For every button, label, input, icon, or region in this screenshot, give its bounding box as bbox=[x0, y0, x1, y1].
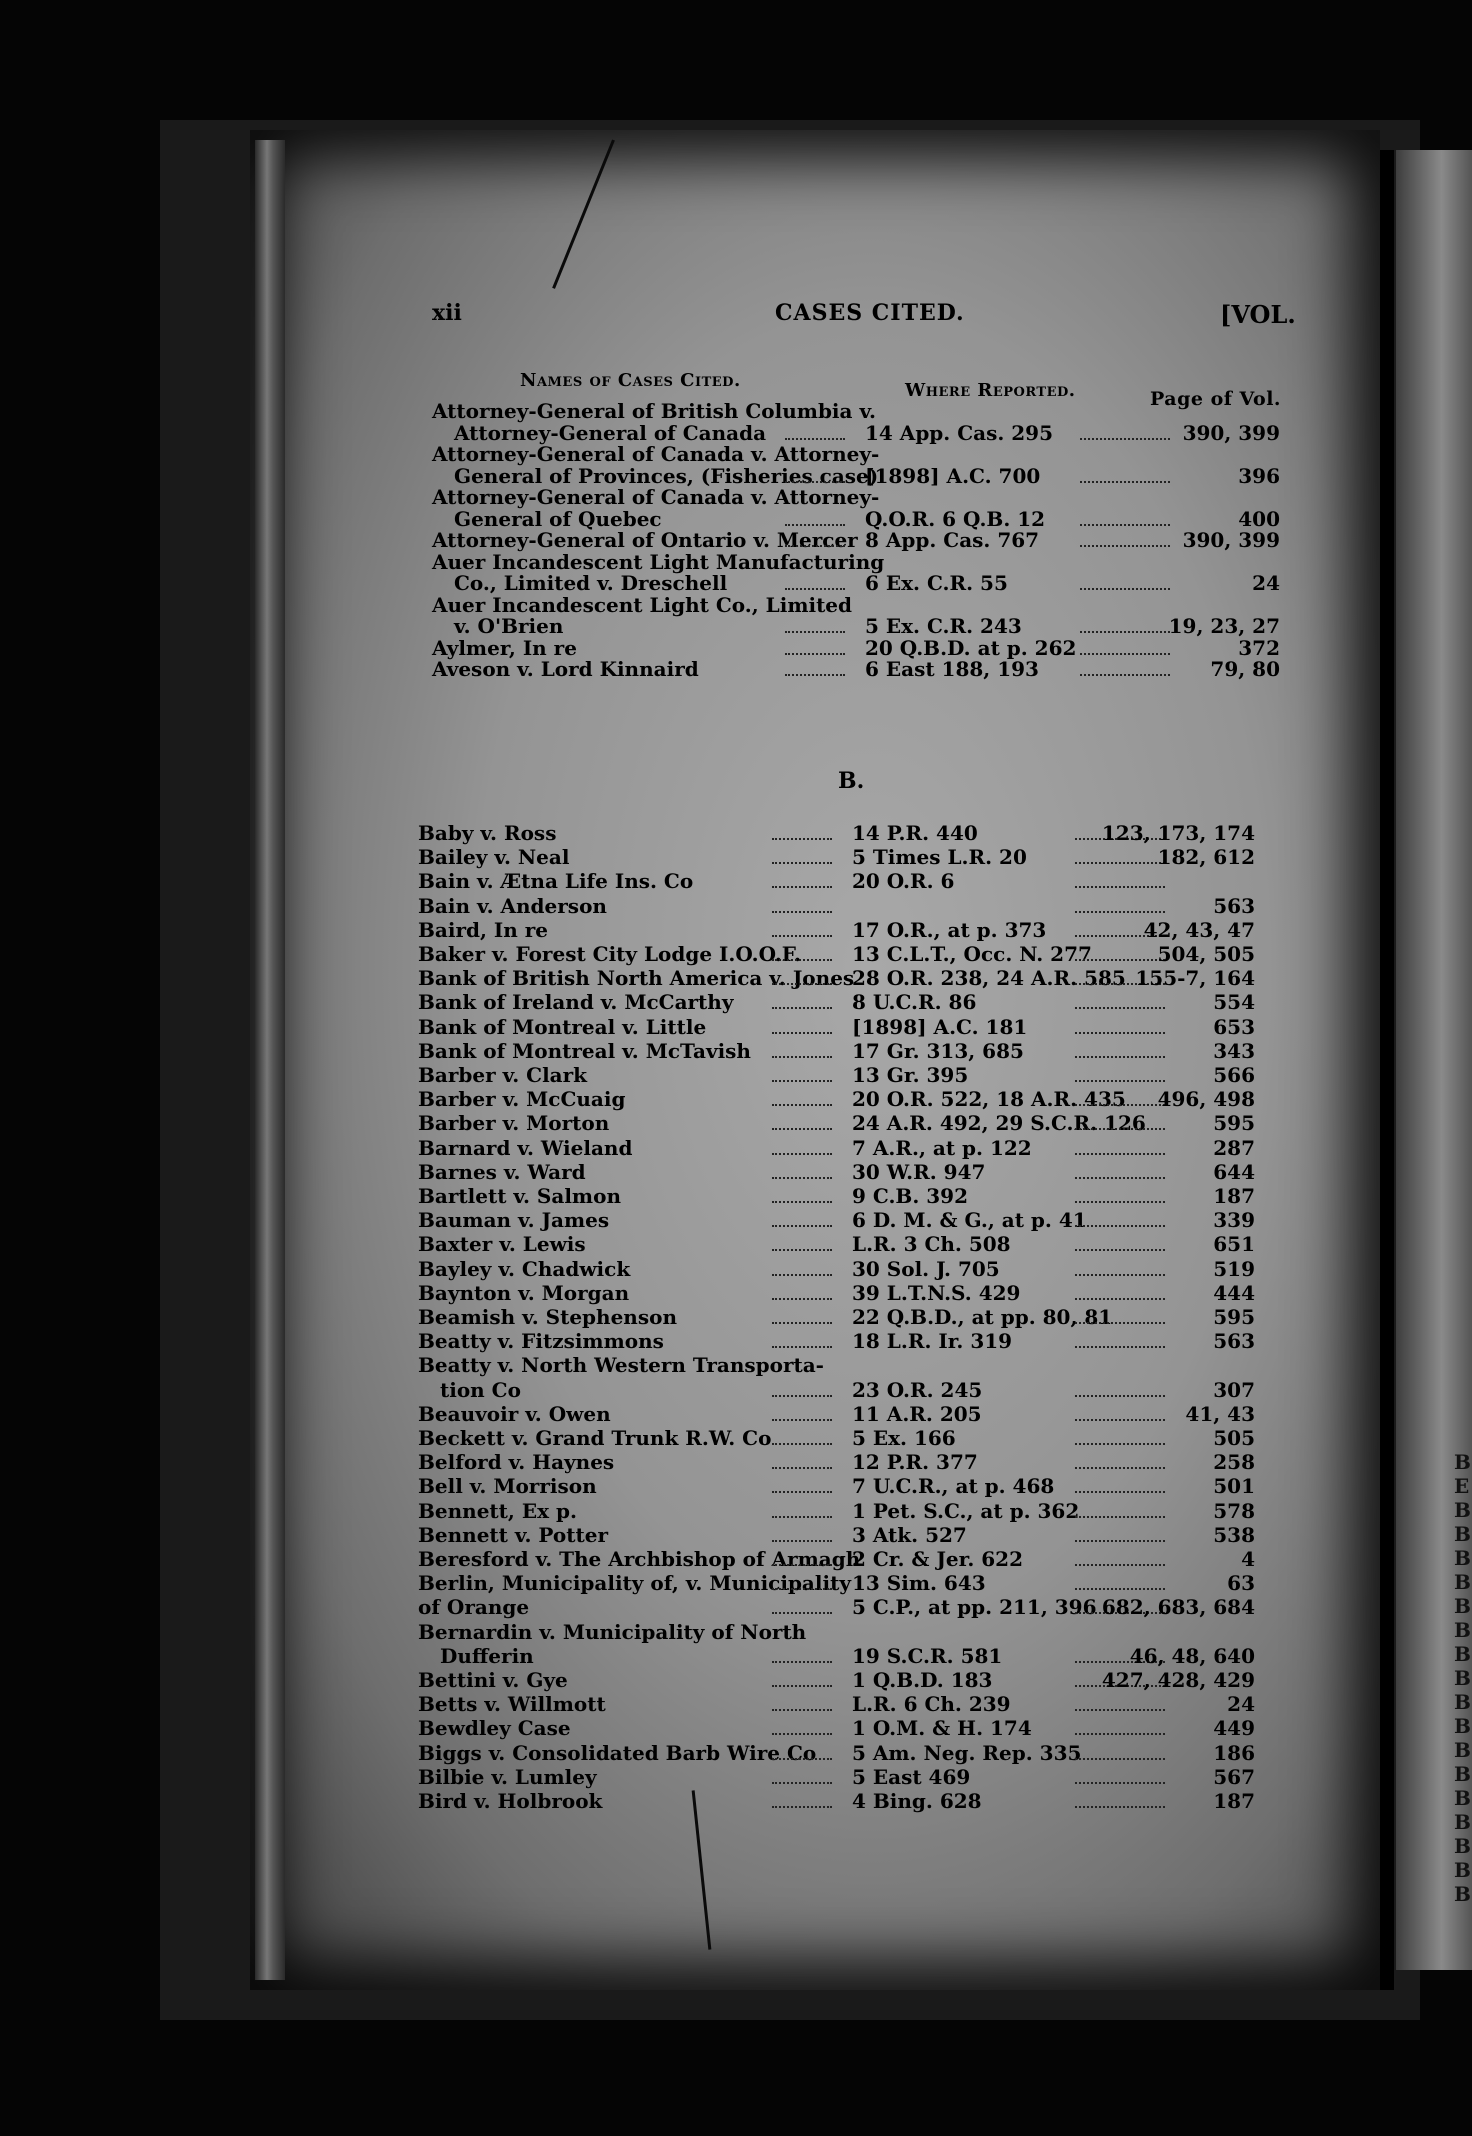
case-name: Auer Incandescent Light Manufacturing bbox=[432, 549, 885, 574]
column-header-page: Page of Vol. bbox=[1150, 388, 1282, 410]
leader-dots bbox=[772, 1282, 832, 1300]
page-numbers: 449 bbox=[1213, 1716, 1255, 1741]
leader-dots bbox=[772, 1306, 832, 1324]
case-name: Barber v. Clark bbox=[418, 1063, 588, 1087]
leader-dots bbox=[772, 1500, 832, 1518]
case-name: Co., Limited v. Dreschell bbox=[454, 571, 728, 595]
case-reference: 9 C.B. 392 bbox=[852, 1184, 968, 1208]
page-numbers: 63 bbox=[1227, 1571, 1255, 1596]
page-numbers: 187 bbox=[1213, 1184, 1255, 1208]
page-numbers: 427, 428, 429 bbox=[1101, 1668, 1255, 1692]
case-name: Barber v. McCuaig bbox=[418, 1087, 626, 1112]
leader-dots bbox=[772, 1209, 832, 1227]
page-numbers: 182, 612 bbox=[1157, 845, 1255, 870]
case-reference: 6 East 188, 193 bbox=[865, 657, 1039, 681]
case-reference: 5 Times L.R. 20 bbox=[852, 845, 1027, 870]
leader-dots bbox=[772, 1427, 832, 1445]
leader-dots bbox=[772, 967, 832, 985]
leader-dots bbox=[772, 1548, 832, 1566]
page-numbers: 554 bbox=[1213, 990, 1255, 1015]
case-name: Bailey v. Neal bbox=[418, 845, 570, 870]
case-reference: 4 Bing. 628 bbox=[852, 1789, 982, 1813]
case-name: Bettini v. Gye bbox=[418, 1668, 568, 1692]
case-name: Bank of Montreal v. Little bbox=[418, 1014, 707, 1039]
leader-dots bbox=[772, 1185, 832, 1203]
page-numbers: 187 bbox=[1213, 1789, 1255, 1813]
case-name: Barnes v. Ward bbox=[418, 1159, 586, 1184]
case-reference: 28 O.R. 238, 24 A.R. 585 bbox=[852, 966, 1126, 991]
case-reference: 18 L.R. Ir. 319 bbox=[852, 1329, 1013, 1354]
case-name: Bank of Montreal v. McTavish bbox=[418, 1038, 751, 1063]
facing-page-letter: B bbox=[1454, 1570, 1471, 1594]
case-reference: 24 A.R. 492, 29 S.C.R. 126 bbox=[852, 1111, 1146, 1136]
leader-dots bbox=[772, 943, 832, 961]
case-name: Dufferin bbox=[440, 1643, 534, 1668]
facing-page-letter: B bbox=[1454, 1666, 1471, 1690]
page-numbers: 504, 505 bbox=[1157, 942, 1255, 966]
page-numbers: 390, 399 bbox=[1182, 528, 1280, 552]
leader-dots bbox=[772, 919, 832, 937]
case-name: Beatty v. North Western Transporta- bbox=[418, 1353, 824, 1378]
case-name: Attorney-General of Ontario v. Mercer bbox=[432, 528, 858, 552]
leader-dots bbox=[772, 1088, 832, 1106]
leader-dots bbox=[772, 1742, 832, 1760]
case-name: Biggs v. Consolidated Barb Wire Co bbox=[418, 1740, 817, 1765]
case-reference: 1 Q.B.D. 183 bbox=[852, 1668, 993, 1692]
leader-dots bbox=[772, 846, 832, 864]
case-name: Bennett v. Potter bbox=[418, 1522, 608, 1547]
page-numbers: 186 bbox=[1213, 1740, 1255, 1765]
case-name: Baby v. Ross bbox=[418, 821, 557, 845]
leader-dots bbox=[772, 1233, 832, 1251]
case-reference: 5 Ex. C.R. 243 bbox=[865, 614, 1022, 638]
page-numbers: 567 bbox=[1213, 1764, 1255, 1789]
case-name: Bell v. Morrison bbox=[418, 1474, 597, 1499]
page-numbers: 19, 23, 27 bbox=[1168, 614, 1280, 638]
page-numbers: 79, 80 bbox=[1210, 657, 1280, 681]
case-name: Baxter v. Lewis bbox=[418, 1232, 586, 1257]
case-reference: 8 U.C.R. 86 bbox=[852, 990, 977, 1015]
case-name: Baird, In re bbox=[418, 917, 549, 942]
case-reference: 20 O.R. 522, 18 A.R. 435 bbox=[852, 1087, 1126, 1112]
facing-page-letter: B bbox=[1454, 1642, 1471, 1666]
case-reference: 3 Atk. 527 bbox=[852, 1522, 967, 1547]
page-numbers: 563 bbox=[1213, 893, 1255, 918]
case-name: Attorney-General of British Columbia v. bbox=[432, 399, 877, 423]
column-header-where: Where Reported. bbox=[905, 380, 1076, 401]
case-reference: 2 Cr. & Jer. 622 bbox=[852, 1547, 1024, 1571]
leader-dots bbox=[772, 1693, 832, 1711]
leader-dots bbox=[772, 1379, 832, 1397]
case-reference: 14 App. Cas. 295 bbox=[865, 420, 1054, 445]
page-numbers: 123, 173, 174 bbox=[1101, 821, 1255, 845]
leader-dots bbox=[772, 1403, 832, 1421]
case-reference: 20 O.R. 6 bbox=[852, 869, 955, 894]
case-name: Beatty v. Fitzsimmons bbox=[418, 1329, 664, 1354]
facing-page-letter: B bbox=[1454, 1714, 1471, 1738]
leader-dots bbox=[772, 1572, 832, 1590]
column-header-names: Names of Cases Cited. bbox=[520, 370, 741, 391]
page-number: xii bbox=[432, 300, 462, 326]
case-reference: L.R. 3 Ch. 508 bbox=[852, 1232, 1011, 1257]
facing-page-letter: B bbox=[1454, 1498, 1471, 1522]
leader-dots bbox=[772, 1064, 832, 1082]
leader-dots bbox=[772, 1766, 832, 1784]
leader-dots bbox=[772, 1137, 832, 1155]
facing-page-letter: B bbox=[1454, 1810, 1471, 1834]
case-reference: 1 Pet. S.C., at p. 362 bbox=[852, 1498, 1080, 1523]
page-numbers: 4 bbox=[1241, 1547, 1255, 1571]
page-numbers: 343 bbox=[1213, 1038, 1255, 1063]
case-name: Attorney-General of Canada bbox=[454, 420, 767, 445]
case-name: Bewdley Case bbox=[418, 1716, 571, 1741]
case-reference: 1 O.M. & H. 174 bbox=[852, 1716, 1032, 1741]
case-reference: 13 Sim. 643 bbox=[852, 1571, 986, 1596]
facing-page-letter: B bbox=[1454, 1594, 1471, 1618]
case-reference: 30 Sol. J. 705 bbox=[852, 1256, 1000, 1281]
page-numbers: 390, 399 bbox=[1182, 420, 1280, 445]
case-name: Baynton v. Morgan bbox=[418, 1280, 630, 1305]
facing-page-letter: B bbox=[1454, 1618, 1471, 1642]
facing-page-letter: B bbox=[1454, 1738, 1471, 1762]
case-name: Bilbie v. Lumley bbox=[418, 1764, 597, 1789]
page-numbers: 372 bbox=[1238, 635, 1280, 660]
page-numbers: 595 bbox=[1213, 1305, 1255, 1329]
case-name: Bird v. Holbrook bbox=[418, 1789, 603, 1813]
page-numbers: 24 bbox=[1227, 1692, 1255, 1717]
leader-dots bbox=[772, 1524, 832, 1542]
leader-dots bbox=[772, 1258, 832, 1276]
case-reference: 39 L.T.N.S. 429 bbox=[852, 1280, 1021, 1305]
case-reference: 6 D. M. & G., at p. 41 bbox=[852, 1208, 1087, 1233]
case-name: of Orange bbox=[418, 1595, 530, 1620]
leader-dots bbox=[772, 1016, 832, 1034]
facing-page-letter: E bbox=[1454, 1474, 1470, 1498]
case-reference: 5 Am. Neg. Rep. 335 bbox=[852, 1740, 1082, 1765]
page-numbers: 41, 43 bbox=[1185, 1401, 1255, 1426]
case-name: Bauman v. James bbox=[418, 1208, 610, 1233]
case-reference: 20 Q.B.D. at p. 262 bbox=[865, 635, 1077, 660]
case-reference: 17 O.R., at p. 373 bbox=[852, 917, 1047, 942]
leader-dots bbox=[772, 1330, 832, 1348]
page-numbers: 258 bbox=[1213, 1450, 1255, 1475]
case-name: Belford v. Haynes bbox=[418, 1450, 615, 1475]
page-numbers: 46, 48, 640 bbox=[1129, 1643, 1255, 1668]
case-name: Bank of Ireland v. McCarthy bbox=[418, 990, 734, 1015]
volume-label: [VOL. bbox=[1220, 300, 1296, 329]
page-numbers: 400 bbox=[1238, 506, 1280, 531]
page-title: CASES CITED. bbox=[775, 300, 965, 326]
case-name: Bartlett v. Salmon bbox=[418, 1184, 621, 1208]
leader-dots bbox=[772, 1040, 832, 1058]
leader-dots bbox=[772, 1645, 832, 1663]
case-name: Bernardin v. Municipality of North bbox=[418, 1619, 807, 1644]
case-name: Bain v. Anderson bbox=[418, 893, 607, 918]
page-numbers: 42, 43, 47 bbox=[1143, 917, 1255, 942]
page-numbers: 563 bbox=[1213, 1329, 1255, 1354]
leader-dots bbox=[772, 1790, 832, 1808]
facing-page-letter: B bbox=[1454, 1786, 1471, 1810]
case-reference: 5 C.P., at pp. 211, 396 bbox=[852, 1595, 1097, 1620]
page-numbers: 682, 683, 684 bbox=[1101, 1595, 1255, 1620]
page-numbers: 396 bbox=[1238, 463, 1280, 488]
case-name: Baker v. Forest City Lodge I.O.O.F. bbox=[418, 942, 801, 966]
page-numbers: 501 bbox=[1213, 1474, 1255, 1499]
leader-dots bbox=[772, 1717, 832, 1735]
leader-dots bbox=[772, 1112, 832, 1130]
case-name: Attorney-General of Canada v. Attorney- bbox=[432, 442, 880, 466]
case-name: Beckett v. Grand Trunk R.W. Co bbox=[418, 1426, 772, 1450]
case-reference: 11 A.R. 205 bbox=[852, 1401, 982, 1426]
leader-dots bbox=[772, 822, 832, 840]
case-name: Barnard v. Wieland bbox=[418, 1135, 633, 1160]
case-reference: 23 O.R. 245 bbox=[852, 1377, 983, 1402]
case-reference: 22 Q.B.D., at pp. 80, 81 bbox=[852, 1305, 1113, 1329]
page-numbers: 155-7, 164 bbox=[1135, 966, 1255, 991]
case-reference: 7 U.C.R., at p. 468 bbox=[852, 1474, 1055, 1499]
case-reference: 13 Gr. 395 bbox=[852, 1063, 969, 1087]
case-name: Beamish v. Stephenson bbox=[418, 1305, 677, 1329]
leader-dots bbox=[772, 1161, 832, 1179]
case-name: Bennett, Ex p. bbox=[418, 1498, 577, 1523]
facing-page-letter: B bbox=[1454, 1450, 1471, 1474]
page-numbers: 307 bbox=[1213, 1377, 1255, 1402]
page-numbers: 496, 498 bbox=[1157, 1087, 1255, 1112]
case-name: Beauvoir v. Owen bbox=[418, 1401, 611, 1426]
page-numbers: 339 bbox=[1213, 1208, 1255, 1233]
case-name: Attorney-General of Canada v. Attorney- bbox=[432, 485, 880, 509]
case-reference: 5 East 469 bbox=[852, 1764, 971, 1789]
case-reference: 19 S.C.R. 581 bbox=[852, 1643, 1003, 1668]
case-reference: 6 Ex. C.R. 55 bbox=[865, 571, 1008, 595]
leader-dots bbox=[772, 870, 832, 888]
page-numbers: 653 bbox=[1213, 1014, 1255, 1039]
facing-page-letter: B bbox=[1454, 1690, 1471, 1714]
case-name: Auer Incandescent Light Co., Limited bbox=[432, 592, 853, 617]
case-reference: 5 Ex. 166 bbox=[852, 1426, 956, 1450]
facing-page-letter: B bbox=[1454, 1882, 1471, 1906]
page-numbers: 287 bbox=[1213, 1135, 1255, 1160]
case-name: General of Provinces, (Fisheries case) bbox=[454, 463, 879, 488]
facing-page-letter: B bbox=[1454, 1858, 1471, 1882]
page-numbers: 519 bbox=[1213, 1256, 1255, 1281]
page-numbers: 24 bbox=[1252, 571, 1280, 595]
page-numbers: 505 bbox=[1213, 1426, 1255, 1450]
leader-dots bbox=[772, 1669, 832, 1687]
case-reference: 7 A.R., at p. 122 bbox=[852, 1135, 1032, 1160]
case-name: v. O'Brien bbox=[454, 614, 564, 638]
facing-page-letter: B bbox=[1454, 1522, 1471, 1546]
leader-dots bbox=[772, 1475, 832, 1493]
case-name: General of Quebec bbox=[454, 506, 662, 531]
case-reference: [1898] A.C. 700 bbox=[865, 463, 1041, 488]
page-numbers: 566 bbox=[1213, 1063, 1255, 1087]
case-name: Bayley v. Chadwick bbox=[418, 1256, 631, 1281]
case-reference: 12 P.R. 377 bbox=[852, 1450, 978, 1475]
case-name: Aveson v. Lord Kinnaird bbox=[432, 657, 699, 681]
case-reference: 13 C.L.T., Occ. N. 277 bbox=[852, 942, 1092, 966]
page-numbers: 651 bbox=[1213, 1232, 1255, 1257]
leader-dots bbox=[1075, 870, 1165, 888]
leader-dots bbox=[772, 1596, 832, 1614]
leader-dots bbox=[772, 991, 832, 1009]
case-reference: 30 W.R. 947 bbox=[852, 1159, 986, 1184]
facing-page-letter: B bbox=[1454, 1834, 1471, 1858]
case-reference: [1898] A.C. 181 bbox=[852, 1014, 1028, 1039]
case-reference: Q.O.R. 6 Q.B. 12 bbox=[865, 506, 1046, 531]
page-numbers: 578 bbox=[1213, 1498, 1255, 1523]
facing-page-letter: B bbox=[1454, 1546, 1471, 1570]
case-name: Beresford v. The Archbishop of Armagh bbox=[418, 1547, 861, 1571]
case-name: Barber v. Morton bbox=[418, 1111, 610, 1136]
case-name: Betts v. Willmott bbox=[418, 1692, 606, 1717]
case-name: Aylmer, In re bbox=[432, 635, 577, 660]
case-reference: L.R. 6 Ch. 239 bbox=[852, 1692, 1011, 1717]
leader-dots bbox=[772, 1451, 832, 1469]
page-numbers: 538 bbox=[1213, 1522, 1255, 1547]
leader-dots bbox=[772, 895, 832, 913]
case-reference: 17 Gr. 313, 685 bbox=[852, 1038, 1024, 1063]
case-name: tion Co bbox=[440, 1377, 521, 1402]
case-name: Berlin, Municipality of, v. Municipality bbox=[418, 1571, 851, 1596]
facing-page-letter: B bbox=[1454, 1762, 1471, 1786]
page-numbers: 444 bbox=[1213, 1280, 1255, 1305]
page-numbers: 595 bbox=[1213, 1111, 1255, 1136]
case-name: Bain v. Ætna Life Ins. Co bbox=[418, 869, 694, 894]
section-letter-b: B. bbox=[838, 768, 865, 794]
case-reference: 8 App. Cas. 767 bbox=[865, 528, 1040, 552]
case-reference: 14 P.R. 440 bbox=[852, 821, 978, 845]
case-name: Bank of British North America v. Jones bbox=[418, 966, 855, 991]
page-numbers: 644 bbox=[1213, 1159, 1255, 1184]
